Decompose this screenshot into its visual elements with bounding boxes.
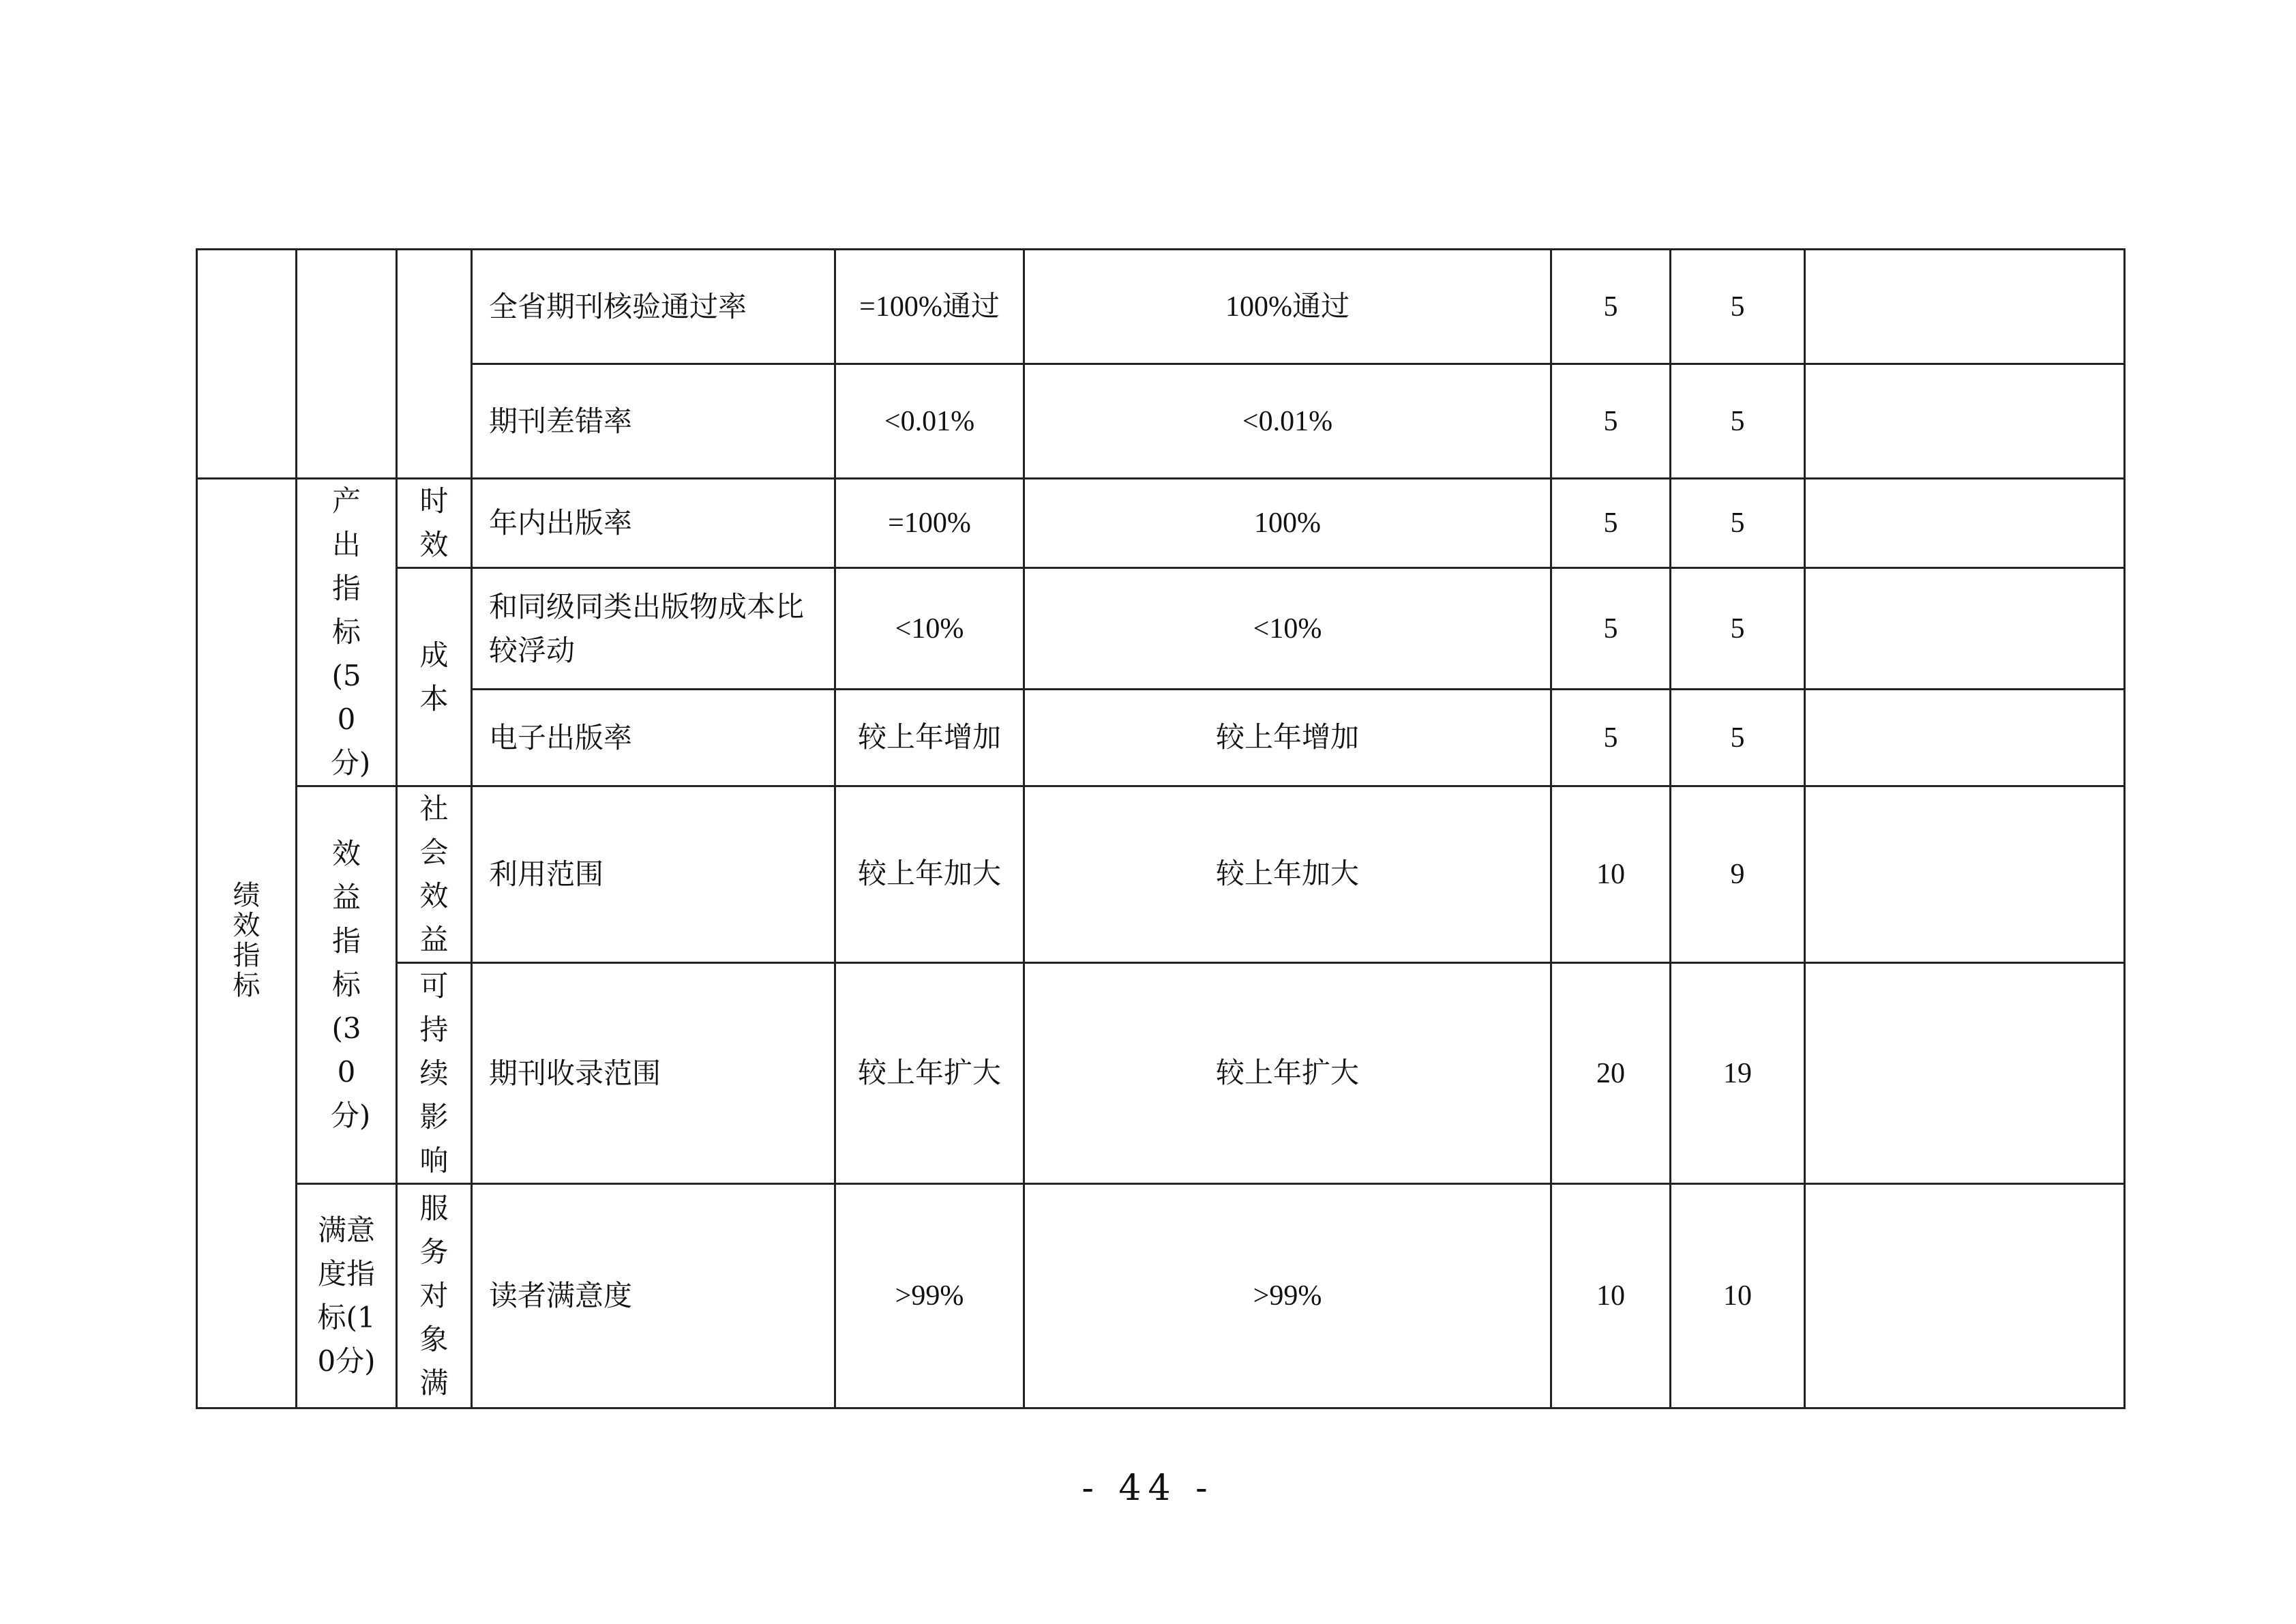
weight-cell: 5 [1551, 250, 1671, 364]
actual-cell: 较上年加大 [1024, 786, 1551, 963]
level3-cell [397, 963, 472, 1184]
actual-cell: >99% [1024, 1184, 1551, 1408]
weight-cell: 10 [1551, 786, 1671, 963]
level1-cell [197, 479, 297, 1408]
actual-cell: 100% [1024, 479, 1551, 568]
target-cell: =100% [835, 479, 1024, 568]
target-cell: 较上年增加 [835, 690, 1024, 786]
page-number: - 44 - [1082, 1468, 1214, 1509]
indicator-cell: 和同级同类出版物成本比较浮动 [472, 568, 835, 690]
weight-cell: 5 [1551, 364, 1671, 479]
note-cell [1805, 364, 2125, 479]
weight-cell: 20 [1551, 963, 1671, 1184]
level3-cell [397, 479, 472, 568]
level3-label: 社会效益 [419, 792, 449, 956]
target-cell: 较上年加大 [835, 786, 1024, 963]
note-cell [1805, 479, 2125, 568]
score-cell: 5 [1671, 364, 1805, 479]
indicator-cell: 读者满意度 [472, 1184, 835, 1408]
weight-cell: 5 [1551, 568, 1671, 690]
table-row [197, 1184, 2125, 1408]
actual-cell: 100%通过 [1024, 250, 1551, 364]
level3-cell [397, 1184, 472, 1408]
weight-cell: 5 [1551, 690, 1671, 786]
target-cell: =100%通过 [835, 250, 1024, 364]
note-cell [1805, 1184, 2125, 1408]
note-cell [1805, 250, 2125, 364]
score-cell: 19 [1671, 963, 1805, 1184]
table-row [197, 786, 2125, 963]
score-cell: 5 [1671, 690, 1805, 786]
indicator-cell: 年内出版率 [472, 479, 835, 568]
level3-cell [397, 568, 472, 786]
score-cell: 5 [1671, 479, 1805, 568]
empty-cell [197, 250, 297, 479]
note-cell [1805, 690, 2125, 786]
note-cell [1805, 786, 2125, 963]
indicator-cell: 期刊收录范围 [472, 963, 835, 1184]
score-cell: 9 [1671, 786, 1805, 963]
weight-cell: 10 [1551, 1184, 1671, 1408]
table-row [197, 568, 2125, 690]
indicator-cell: 利用范围 [472, 786, 835, 963]
actual-cell: 较上年增加 [1024, 690, 1551, 786]
indicator-cell: 全省期刊核验通过率 [472, 250, 835, 364]
score-cell: 10 [1671, 1184, 1805, 1408]
performance-table [196, 248, 2126, 1409]
level2-label: 满意度指标(10分) [317, 1213, 376, 1378]
empty-cell [297, 250, 397, 479]
level2-cell [297, 479, 397, 786]
level2-label: 效益指标(30分) [330, 837, 371, 1132]
score-cell: 5 [1671, 250, 1805, 364]
level3-label: 服务对象满 [419, 1192, 449, 1400]
table-row [197, 364, 2125, 479]
score-cell: 5 [1671, 568, 1805, 690]
weight-cell: 5 [1551, 479, 1671, 568]
note-cell [1805, 963, 2125, 1184]
level2-cell [297, 786, 397, 1184]
target-cell: >99% [835, 1184, 1024, 1408]
actual-cell: <0.01% [1024, 364, 1551, 479]
target-cell: <0.01% [835, 364, 1024, 479]
target-cell: <10% [835, 568, 1024, 690]
level3-label: 成本 [419, 638, 449, 715]
note-cell [1805, 568, 2125, 690]
level2-label: 产出指标(50分) [330, 484, 371, 780]
indicator-cell: 电子出版率 [472, 690, 835, 786]
empty-cell [397, 250, 472, 479]
actual-cell: 较上年扩大 [1024, 963, 1551, 1184]
target-cell: 较上年扩大 [835, 963, 1024, 1184]
table-row [197, 250, 2125, 364]
level3-cell [397, 786, 472, 963]
table-row [197, 690, 2125, 786]
level2-cell [297, 1184, 397, 1408]
actual-cell: <10% [1024, 568, 1551, 690]
level3-label: 可持续影响 [419, 969, 449, 1177]
indicator-cell: 期刊差错率 [472, 364, 835, 479]
table-row [197, 963, 2125, 1184]
table-row [197, 479, 2125, 568]
level3-label: 时效 [419, 484, 449, 561]
level1-label: 绩效指标 [233, 879, 260, 1001]
